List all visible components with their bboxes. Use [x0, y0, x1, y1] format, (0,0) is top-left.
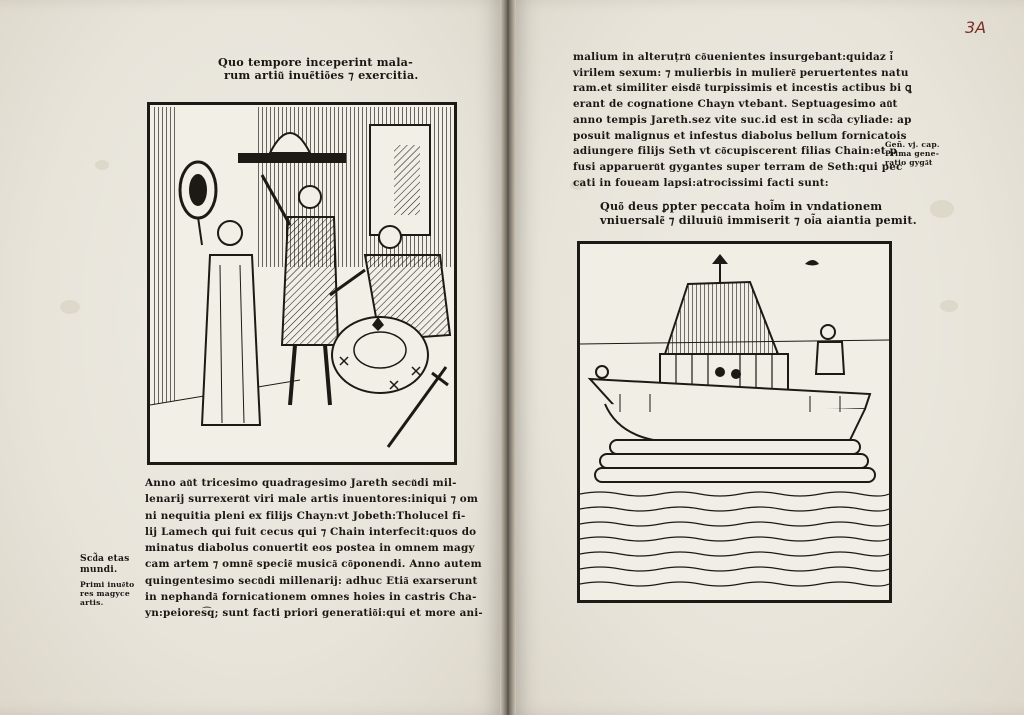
woodcut-noahs-ark	[577, 241, 892, 603]
text-line: in nephanda͂ fornicationem omnes hoies in castris Cha-	[145, 591, 477, 604]
margin-line: artis.	[80, 598, 104, 607]
text-line: erant de cognatione Chayn vtebant. Septuagesimo au͂t	[573, 98, 898, 111]
woodcut-magicians	[147, 102, 457, 465]
text-line: lenarij surrexeru͂t viri male artis inuentores:iniqui ⁊ om	[145, 493, 479, 506]
left-margin-small	[80, 580, 134, 607]
left-heading	[218, 56, 419, 82]
left-body-text	[145, 475, 483, 622]
text-line: lij Lamech qui fuit cecus qui ⁊ Chain interfecit:quos do	[145, 525, 477, 538]
right-body-text	[573, 50, 912, 191]
book-gutter	[500, 0, 516, 715]
margin-line: res magyce	[80, 589, 130, 598]
left-heading-line: Quo tempore inceperint mala-	[218, 55, 413, 69]
text-line: cati in foueam lapsi:atrocissimi facti sunt:	[573, 176, 829, 189]
text-line: posuit malignus et infestus diabolus bellum fornicatois	[573, 129, 907, 142]
text-line: ram.et similiter eisde͂ turpissimis et incestis actibus bi ꝗ	[573, 82, 912, 95]
right-heading	[600, 199, 917, 227]
right-heading-line: Quo͂ deus ꝑpter peccata hoi͂m in vndationem	[600, 199, 883, 213]
text-line: virilem sexum: ⁊ mulierbis in muliere͂ peruertentes natu	[573, 66, 909, 79]
text-line: adiungere filijs Seth vt co͂cupiscerent filias Chain:et p	[573, 145, 898, 158]
margin-line: mundi.	[80, 564, 118, 575]
left-margin-note	[80, 553, 130, 575]
margin-line: Geñ. vj. cap.	[885, 140, 940, 149]
folio-number: 3A	[965, 18, 987, 37]
text-line: ni nequitia pleni ex filijs Chayn:vt Jobeth:Tholucel fi-	[145, 509, 466, 522]
right-margin-note	[885, 140, 940, 167]
text-line: Anno au͂t tricesimo quadragesimo Jareth secu͂di mil-	[145, 477, 457, 489]
margin-line: Scd͂a etas	[80, 553, 130, 564]
text-line: yn:peiores͡q; sunt facti priori generatio͂i:qui et more ani-	[145, 607, 483, 620]
text-line: malium in alteruțru͂ co͂uenientes insurgebant:quidaz i͂	[573, 51, 893, 63]
margin-line: ratio gyga͂t	[885, 158, 933, 167]
margin-line: Prima gene-	[885, 149, 940, 158]
text-line: cam artem ⁊ omne͂ specie͂ musica͂ co͂ponendi. Anno autem	[145, 558, 482, 571]
left-heading-line: rum artiu͂ inue͂tio͂es ⁊ exercitia.	[224, 68, 419, 82]
text-line: quingentesimo secu͂di millenarij: adhuc Etia͂ exarserunt	[145, 574, 478, 587]
text-line: minatus diabolus conuertit eos postea in omnem magy	[145, 542, 475, 555]
right-heading-line: vniuersale͂ ⁊ diluuiu͂ immiserit ⁊ oi͂a aiantia pemit.	[600, 213, 917, 227]
text-line: anno tempis Jareth.sez vite suc.id est in scd͂a cyliade: ap	[573, 113, 912, 126]
text-line: fusi apparueru͂t gygantes super terram de Seth:qui pec	[573, 160, 903, 173]
margin-line: Primi inue͂to	[80, 580, 135, 589]
